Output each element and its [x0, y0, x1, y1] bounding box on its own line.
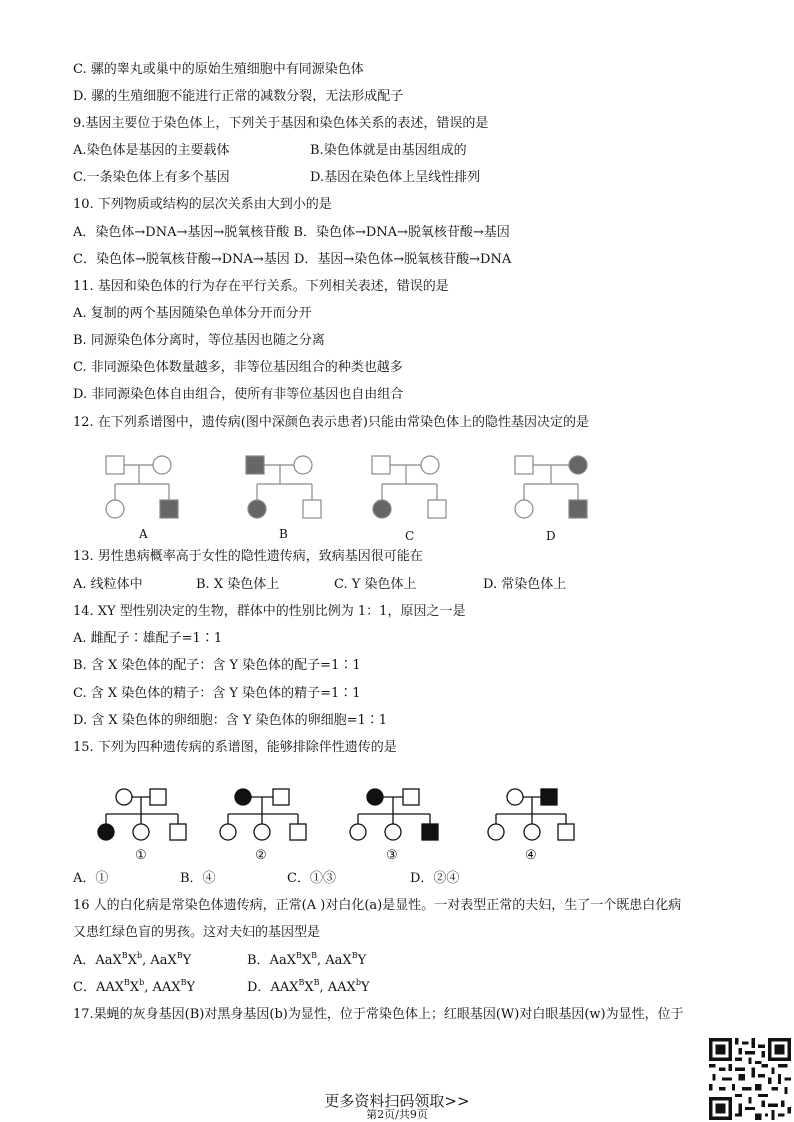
question-9: 9.基因主要位于染色体上，下列关于基因和染色体关系的表述，错误的是	[73, 116, 489, 131]
father-normal	[106, 456, 124, 474]
daughter-affected	[98, 824, 114, 840]
question-17: 17.果蝇的灰身基因(B)对黑身基因(b)为显性，位于常染色体上；红眼基因(W)对白眼基因(w)为显性，位于	[73, 1007, 684, 1022]
pedigree-label-3: ③	[386, 848, 398, 863]
question-15: 15. 下列为四种遗传病的系谱图，能够排除伴性遗传的是	[73, 740, 397, 755]
daughter-normal	[385, 824, 401, 840]
father-normal	[515, 456, 533, 474]
pedigree-label-4: ④	[525, 848, 537, 863]
q11-option-b: B. 同源染色体分离时，等位基因也随之分离	[73, 333, 325, 348]
page-number: 第2页/共9页	[366, 1108, 428, 1121]
q10-options-ab: A．染色体→DNA→基因→脱氧核苷酸 B．染色体→DNA→脱氧核苷酸→基因	[73, 225, 510, 240]
question-12: 12. 在下列系谱图中，遗传病(图中深颜色表示患者)只能由常染色体上的隐性基因决定的是	[73, 415, 589, 430]
scan-for-more-link[interactable]: 更多资料扫码领取>>	[324, 1092, 470, 1110]
q10-options-cd: C．染色体→脱氧核苷酸→DNA→基因 D．基因→染色体→脱氧核苷酸→DNA	[73, 252, 512, 267]
q15-option-a: A．①	[73, 871, 109, 886]
pedigree-d	[515, 456, 587, 518]
daughter-normal	[488, 824, 504, 840]
son-normal	[428, 500, 446, 518]
pedigree-4	[488, 789, 574, 840]
daughter-affected	[373, 500, 391, 518]
son-affected	[422, 824, 438, 840]
daughter-affected	[248, 500, 266, 518]
mother-normal	[294, 456, 312, 474]
daughter-normal	[220, 824, 236, 840]
question-10: 10. 下列物质或结构的层次关系由大到小的是	[73, 197, 332, 212]
mother-affected	[367, 789, 383, 805]
q9-option-a: A.染色体是基因的主要载体	[73, 143, 230, 158]
q14-option-c: C. 含 X 染色体的精子：含 Y 染色体的精子=1∶1	[73, 686, 361, 701]
option-c-line: C. 骡的睾丸或巢中的原始生殖细胞中有同源染色体	[73, 62, 364, 77]
q11-option-a: A. 复制的两个基因随染色单体分开而分开	[73, 306, 312, 321]
father-affected	[541, 789, 557, 805]
pedigree-2	[220, 789, 306, 840]
pedigree-label-1: ①	[135, 848, 147, 863]
mother-affected	[569, 456, 587, 474]
son-affected	[569, 500, 587, 518]
father-normal	[372, 456, 390, 474]
daughter-normal	[106, 500, 124, 518]
pedigree-label-b: B	[279, 527, 288, 541]
q16-option-a: A．$AaX^BX^b$, AaX$^B$Y	[73, 951, 192, 968]
q11-option-d: D. 非同源染色体自由组合，使所有非等位基因也自由组合	[73, 387, 404, 402]
q13-option-a: A. 线粒体中	[73, 577, 143, 592]
pedigree-label-2: ②	[255, 848, 267, 863]
question-14: 14. XY 型性别决定的生物，群体中的性别比例为 1：1，原因之一是	[73, 604, 466, 619]
mother-affected	[235, 789, 251, 805]
father-normal	[273, 789, 289, 805]
pedigree-a	[106, 456, 178, 518]
q9-option-d: D.基因在染色体上呈线性排列	[310, 170, 481, 185]
mother-normal	[153, 456, 171, 474]
son-normal	[170, 824, 186, 840]
pedigree-label-c: C	[405, 529, 415, 543]
q16-option-b: B．$AaX^BX^B$, AaX$^B$Y	[247, 951, 367, 968]
q14-option-a: A. 雌配子∶雄配子=1∶1	[73, 631, 223, 646]
mother-normal	[507, 789, 523, 805]
q15-option-b: B．④	[180, 871, 216, 886]
q13-option-d: D. 常染色体上	[483, 577, 567, 592]
q16-option-d: D．$AAX^BX^B$, AAX$^b$Y	[247, 978, 370, 995]
pedigree-1	[98, 789, 186, 840]
pedigree-3	[350, 789, 438, 840]
q14-option-d: D. 含 X 染色体的卵细胞：含 Y 染色体的卵细胞=1∶1	[73, 713, 388, 728]
son-normal	[290, 824, 306, 840]
daughter-normal	[515, 500, 533, 518]
question-16: 16 人的白化病是常染色体遗传病，正常(A )对白化(a)是显性。一对表型正常的夫妇，生了一个既患白化病	[73, 898, 682, 913]
father-affected	[246, 456, 264, 474]
daughter-normal	[133, 824, 149, 840]
pedigree-c	[372, 456, 446, 518]
question-11: 11. 基因和染色体的行为存在平行关系。下列相关表述，错误的是	[73, 279, 449, 294]
pedigree-label-d: D	[546, 529, 556, 543]
son-normal	[558, 824, 574, 840]
q9-option-c: C.一条染色体上有多个基因	[73, 170, 230, 185]
q13-option-b: B. X 染色体上	[196, 577, 280, 592]
mother-normal	[421, 456, 439, 474]
pedigree-b	[246, 456, 321, 518]
option-d-line: D. 骡的生殖细胞不能进行正常的减数分裂，无法形成配子	[73, 89, 404, 104]
mother-normal	[116, 789, 132, 805]
q11-option-c: C. 非同源染色体数量越多，非等位基因组合的种类也越多	[73, 360, 403, 375]
q14-option-b: B. 含 X 染色体的配子：含 Y 染色体的配子=1∶1	[73, 658, 361, 673]
father-normal	[403, 789, 419, 805]
daughter-normal	[254, 824, 270, 840]
q15-option-c: C．①③	[287, 871, 336, 886]
son-normal	[303, 500, 321, 518]
question-13: 13. 男性患病概率高于女性的隐性遗传病，致病基因很可能在	[73, 549, 423, 564]
pedigree-label-a: A	[139, 527, 148, 541]
question-16-cont: 又患红绿色盲的男孩。这对夫妇的基因型是	[73, 925, 321, 940]
q13-option-c: C. Y 染色体上	[334, 577, 417, 592]
daughter-normal	[350, 824, 366, 840]
son-affected	[160, 500, 178, 518]
q16-option-c: C．$AAX^BX^b$, $AAX^BY$	[73, 978, 196, 995]
q15-option-d: D．②④	[410, 871, 460, 886]
q9-option-b: B.染色体就是由基因组成的	[310, 143, 467, 158]
father-normal	[150, 789, 166, 805]
daughter-normal	[524, 824, 540, 840]
